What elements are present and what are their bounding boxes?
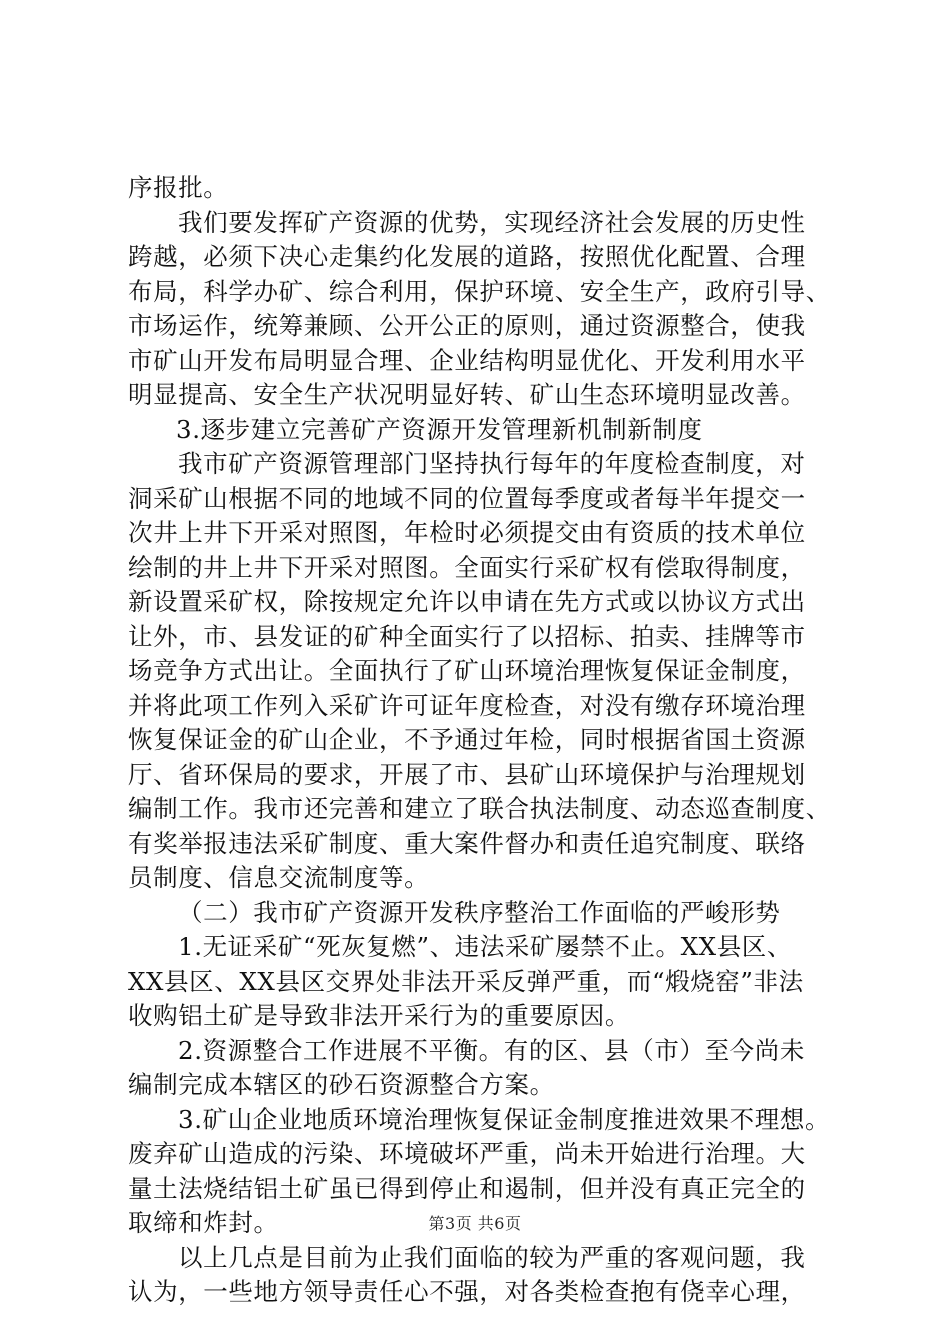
body-text	[128, 171, 844, 1310]
paragraph-start: 以上几点是目前为止我们面临的较为严重的客观问题，我	[178, 1242, 806, 1272]
text-line: 跨越，必须下决心走集约化发展的道路，按照优化配置、合理	[128, 242, 806, 271]
text-line: 序报批。	[128, 173, 229, 202]
paragraph-start: 2.资源整合工作进展不平衡。有的区、县（市）至今尚未	[178, 1035, 805, 1065]
text-line: 新设置采矿权，除按规定允许以申请在先方式或以协议方式出	[128, 587, 806, 616]
text-line: 编制工作。我市还完善和建立了联合执法制度、动态巡查制度、	[128, 794, 831, 823]
section-heading: 3.逐步建立完善矿产资源开发管理新机制新制度	[176, 414, 703, 444]
text-line: 洞采矿山根据不同的地域不同的位置每季度或者每半年提交一	[128, 483, 806, 513]
text-line: 市矿山开发布局明显合理、企业结构明显优化、开发利用水平	[128, 345, 806, 375]
text-line: 取缔和炸封。	[128, 1208, 279, 1237]
paragraph-start: 3.矿山企业地质环境治理恢复保证金制度推进效果不理想。	[178, 1104, 831, 1134]
paragraph-start: 我们要发挥矿产资源的优势，实现经济社会发展的历史性	[178, 207, 806, 237]
paragraph-start: 1.无证采矿“死灰复燃”、违法采矿屡禁不止。XX县区、	[178, 932, 793, 961]
text-line: 编制完成本辖区的砂石资源整合方案。	[128, 1070, 555, 1099]
text-line: 废弃矿山造成的污染、环境破坏严重，尚未开始进行治理。大	[128, 1139, 806, 1168]
text-line: 绘制的井上井下开采对照图。全面实行采矿权有偿取得制度，	[128, 552, 806, 582]
text-line: 场竞争方式出让。全面执行了矿山环境治理恢复保证金制度，	[128, 656, 806, 685]
text-line: 认为，一些地方领导责任心不强，对各类检查抱有侥幸心理，	[128, 1277, 806, 1306]
section-heading: （二）我市矿产资源开发秩序整治工作面临的严峻形势	[178, 897, 781, 927]
text-line: 厅、省环保局的要求，开展了市、县矿山环境保护与治理规划	[128, 759, 806, 789]
text-line: 员制度、信息交流制度等。	[128, 863, 430, 892]
paragraph-start: 我市矿产资源管理部门坚持执行每年的年度检查制度，对	[178, 449, 806, 478]
text-line: 明显提高、安全生产状况明显好转、矿山生态环境明显改善。	[128, 380, 806, 409]
text-line: 并将此项工作列入采矿许可证年度检查，对没有缴存环境治理	[128, 690, 806, 720]
text-line: 量土法烧结铝土矿虽已得到停止和遏制，但并没有真正完全的	[128, 1173, 806, 1203]
text-line: 收购铝土矿是导致非法开采行为的重要原因。	[128, 1001, 630, 1030]
text-line: 布局，科学办矿、综合利用，保护环境、安全生产，政府引导、	[128, 276, 831, 306]
text-line: 恢复保证金的矿山企业，不予通过年检，同时根据省国土资源	[128, 725, 806, 754]
text-line: 有奖举报违法采矿制度、重大案件督办和责任追究制度、联络	[128, 828, 806, 858]
text-line: 让外，市、县发证的矿种全面实行了以招标、拍卖、挂牌等市	[128, 621, 806, 651]
text-line: 市场运作，统筹兼顾、公开公正的原则，通过资源整合，使我	[128, 311, 806, 340]
text-line: XX县区、XX县区交界处非法开采反弹严重，而“煅烧窑”非法	[128, 966, 804, 996]
text-line: 次井上井下开采对照图，年检时必须提交由有资质的技术单位	[128, 518, 806, 547]
page-footer: 第3页 共6页	[428, 1214, 522, 1233]
